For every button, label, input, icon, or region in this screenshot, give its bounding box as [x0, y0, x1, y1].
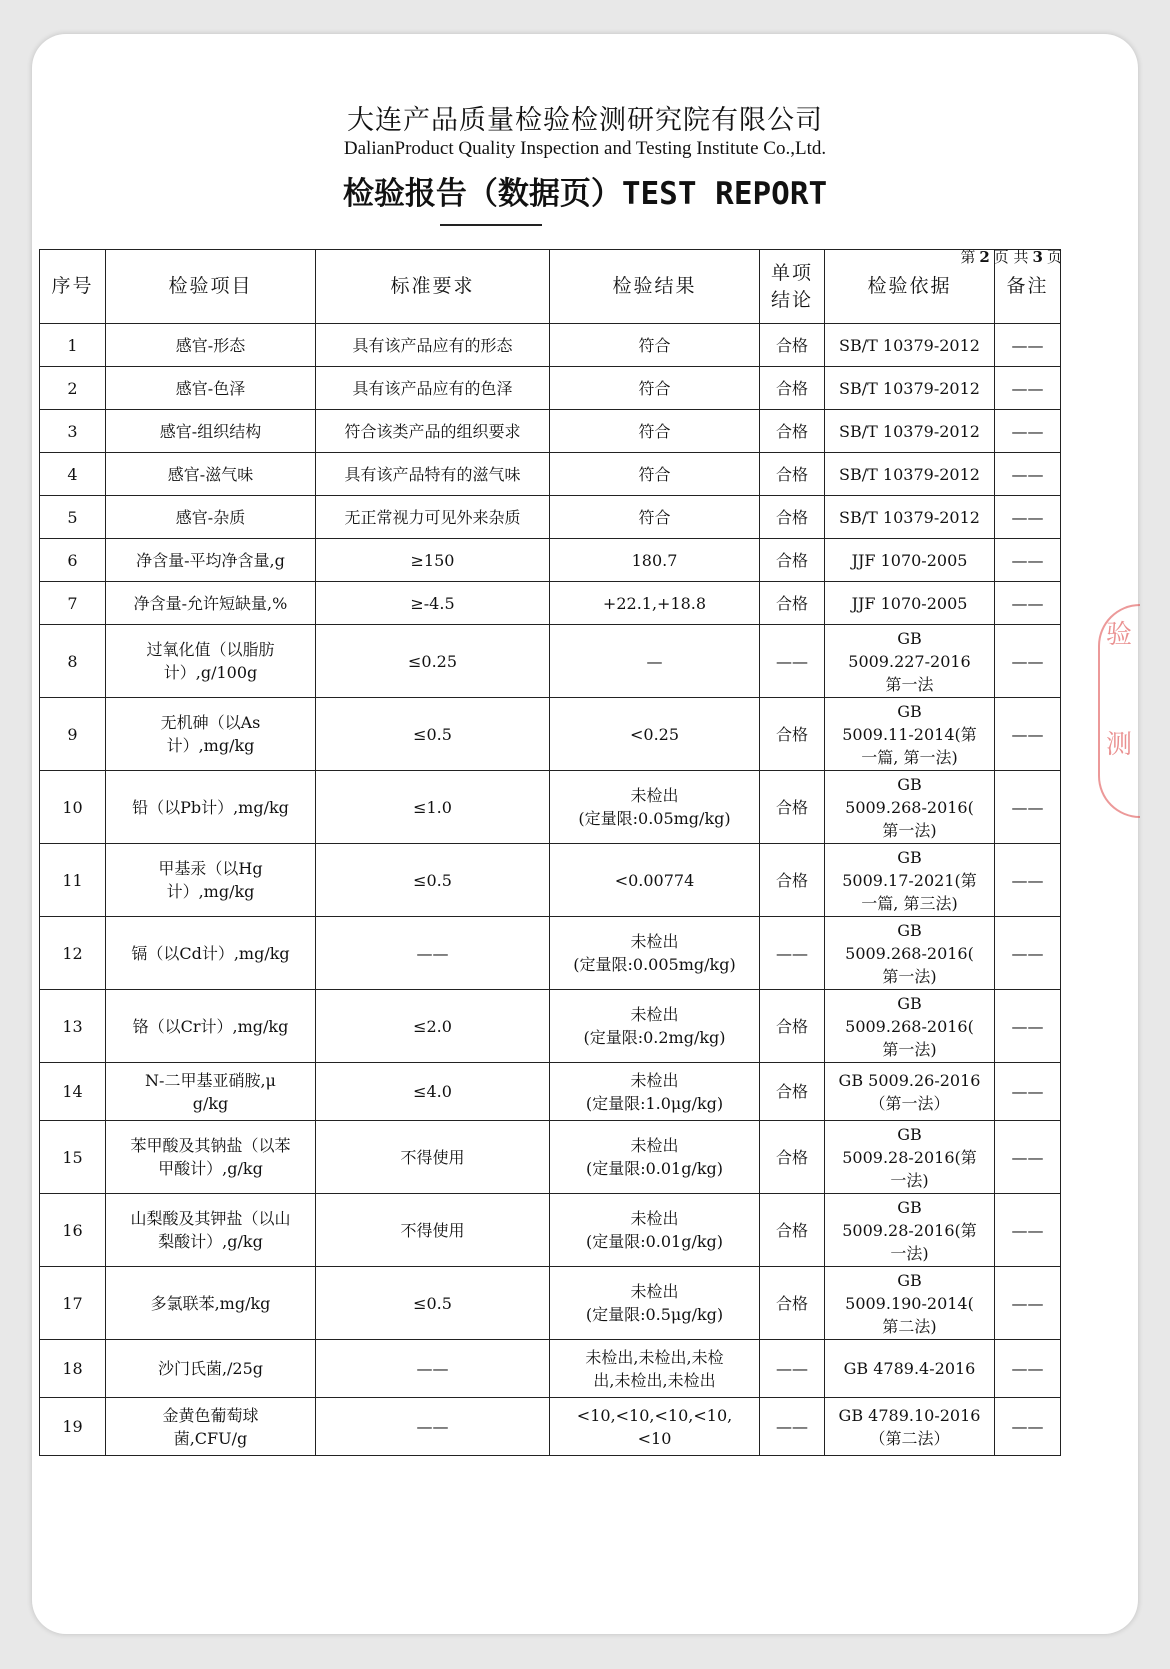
cell-basis-line: GB — [897, 774, 922, 794]
cell-no: 11 — [40, 844, 106, 917]
cell-item-line: 计）,mg/kg — [166, 736, 255, 755]
page-prefix: 第 — [960, 248, 976, 266]
cell-basis-line: GB — [897, 847, 922, 867]
cell-item-line: 计）,g/100g — [163, 663, 258, 682]
col-header-basis: 检验依据 — [825, 250, 995, 324]
cell-item-line: 净含量-平均净含量,g — [136, 550, 285, 570]
cell-item-line: N-二甲基亚硝胺,μ — [145, 1070, 276, 1090]
table-row — [40, 410, 1061, 453]
page-mid: 页 共 — [993, 248, 1029, 266]
cell-verdict: 合格 — [760, 367, 825, 410]
cell-verdict: —— — [760, 1398, 825, 1456]
cell-remark: —— — [995, 324, 1061, 367]
cell-basis — [825, 453, 995, 496]
cell-basis — [825, 844, 995, 917]
cell-no: 17 — [40, 1267, 106, 1340]
col-header-no: 序号 — [40, 250, 106, 324]
cell-remark: —— — [995, 1340, 1061, 1398]
cell-result-line: 未检出 — [630, 1070, 679, 1090]
cell-standard: —— — [316, 1340, 550, 1398]
cell-result-line: (定量限:0.01g/kg) — [585, 1232, 724, 1251]
cell-item-line: 金黄色葡萄球 — [162, 1405, 259, 1425]
cell-result — [550, 1121, 760, 1194]
cell-verdict: 合格 — [760, 990, 825, 1063]
cell-result-line: <10,<10,<10,<10, — [576, 1405, 733, 1425]
cell-no: 19 — [40, 1398, 106, 1456]
cell-result — [550, 1398, 760, 1456]
cell-item — [106, 917, 316, 990]
cell-result — [550, 496, 760, 539]
cell-basis — [825, 698, 995, 771]
cell-item-line: 铬（以Cr计）,mg/kg — [132, 1016, 289, 1036]
cell-verdict: —— — [760, 917, 825, 990]
cell-basis-line: SB/T 10379-2012 — [839, 335, 980, 355]
page-current: 2 — [979, 248, 990, 266]
table-row — [40, 1340, 1061, 1398]
cell-item — [106, 771, 316, 844]
cell-item — [106, 1267, 316, 1340]
seal-stamp-char-1: 验 — [1106, 620, 1133, 650]
cell-item — [106, 496, 316, 539]
cell-basis-line: 第二法) — [882, 1316, 937, 1336]
cell-basis-line: （第二法） — [869, 1428, 950, 1448]
cell-result-line: <0.00774 — [614, 870, 695, 890]
cell-no: 5 — [40, 496, 106, 539]
cell-remark: —— — [995, 1194, 1061, 1267]
table-row — [40, 844, 1061, 917]
cell-result-line: 未检出 — [630, 1136, 679, 1155]
cell-basis-line: 一法) — [890, 1170, 929, 1190]
col-header-standard: 标准要求 — [316, 250, 550, 324]
cell-remark: —— — [995, 625, 1061, 698]
cell-standard: ≤0.5 — [316, 844, 550, 917]
cell-result — [550, 844, 760, 917]
cell-basis-line: 一篇, 第一法) — [861, 747, 958, 767]
cell-basis-line: GB — [897, 1270, 922, 1290]
cell-item-line: 铅（以Pb计）,mg/kg — [132, 797, 289, 817]
cell-remark: —— — [995, 844, 1061, 917]
cell-basis-line: GB — [897, 993, 922, 1013]
cell-basis-line: SB/T 10379-2012 — [839, 421, 980, 441]
cell-standard: —— — [316, 917, 550, 990]
cell-result-line: 符合 — [638, 421, 671, 441]
table-row — [40, 771, 1061, 844]
cell-verdict: 合格 — [760, 771, 825, 844]
cell-basis — [825, 1121, 995, 1194]
table-row — [40, 324, 1061, 367]
cell-basis-line: SB/T 10379-2012 — [839, 378, 980, 398]
cell-standard: ≤4.0 — [316, 1063, 550, 1121]
cell-item — [106, 453, 316, 496]
table-row — [40, 367, 1061, 410]
col-header-item: 检验项目 — [106, 250, 316, 324]
cell-basis-line: GB — [897, 1197, 922, 1217]
cell-basis-line: 5009.17-2021(第 — [842, 870, 977, 890]
cell-item-line: 菌,CFU/g — [173, 1428, 248, 1448]
cell-result — [550, 990, 760, 1063]
cell-basis-line: GB 4789.4-2016 — [843, 1359, 976, 1378]
cell-item-line: 无机砷（以As — [160, 713, 261, 732]
cell-remark: —— — [995, 771, 1061, 844]
cell-result — [550, 1063, 760, 1121]
cell-verdict: 合格 — [760, 1267, 825, 1340]
cell-standard: 具有该产品应有的形态 — [316, 324, 550, 367]
cell-item — [106, 698, 316, 771]
cell-verdict: —— — [760, 625, 825, 698]
cell-basis — [825, 917, 995, 990]
table-row — [40, 582, 1061, 625]
cell-result-line: (定量限:0.2mg/kg) — [583, 1028, 726, 1047]
cell-item — [106, 1121, 316, 1194]
cell-basis — [825, 1340, 995, 1398]
cell-standard: 不得使用 — [316, 1194, 550, 1267]
cell-result-line: (定量限:1.0μg/kg) — [585, 1093, 724, 1113]
cell-no: 16 — [40, 1194, 106, 1267]
cell-result — [550, 698, 760, 771]
cell-result — [550, 625, 760, 698]
cell-no: 18 — [40, 1340, 106, 1398]
cell-remark: —— — [995, 1398, 1061, 1456]
cell-basis-line: 5009.268-2016( — [845, 1016, 974, 1036]
cell-result — [550, 453, 760, 496]
cell-remark: —— — [995, 990, 1061, 1063]
cell-result-line: <10 — [637, 1428, 672, 1448]
cell-item-line: 计）,mg/kg — [166, 882, 255, 901]
cell-item — [106, 844, 316, 917]
cell-item — [106, 410, 316, 453]
cell-basis-line: GB — [897, 628, 922, 648]
cell-item-line: 甲基汞（以Hg — [158, 859, 263, 878]
cell-result — [550, 917, 760, 990]
cell-result-line: (定量限:0.05mg/kg) — [578, 809, 731, 828]
table-header-row — [40, 250, 1061, 324]
cell-basis — [825, 1194, 995, 1267]
cell-standard: 符合该类产品的组织要求 — [316, 410, 550, 453]
cell-remark: —— — [995, 917, 1061, 990]
cell-basis — [825, 367, 995, 410]
cell-item-line: g/kg — [192, 1093, 229, 1113]
cell-basis-line: SB/T 10379-2012 — [839, 464, 980, 484]
cell-item-line: 感官-色泽 — [175, 378, 246, 398]
cell-remark: —— — [995, 453, 1061, 496]
cell-item-line: 镉（以Cd计）,mg/kg — [131, 943, 290, 963]
cell-verdict: 合格 — [760, 1063, 825, 1121]
cell-basis-line: JJF 1070-2005 — [851, 593, 968, 613]
cell-basis-line: 5009.28-2016(第 — [842, 1147, 977, 1167]
cell-remark: —— — [995, 582, 1061, 625]
cell-result-line: 未检出 — [630, 1005, 679, 1024]
cell-no: 10 — [40, 771, 106, 844]
cell-basis-line: 5009.268-2016( — [845, 797, 974, 817]
cell-no: 9 — [40, 698, 106, 771]
cell-item — [106, 625, 316, 698]
cell-item-line: 多氯联苯,mg/kg — [150, 1293, 271, 1313]
page-total: 3 — [1032, 248, 1043, 266]
cell-result — [550, 367, 760, 410]
cell-item — [106, 582, 316, 625]
cell-result-line: (定量限:0.5μg/kg) — [585, 1305, 724, 1324]
cell-standard: —— — [316, 1398, 550, 1456]
cell-remark: —— — [995, 410, 1061, 453]
table-row — [40, 539, 1061, 582]
cell-item — [106, 367, 316, 410]
cell-no: 6 — [40, 539, 106, 582]
cell-item-line: 沙门氏菌,/25g — [157, 1359, 264, 1378]
title-underline — [440, 224, 542, 226]
cell-basis — [825, 1398, 995, 1456]
cell-result-line: 未检出 — [630, 786, 679, 805]
cell-remark: —— — [995, 539, 1061, 582]
cell-result — [550, 410, 760, 453]
cell-remark: —— — [995, 1267, 1061, 1340]
cell-basis-line: JJF 1070-2005 — [851, 550, 968, 570]
cell-result-line: 未检出 — [630, 932, 679, 951]
table-row — [40, 1194, 1061, 1267]
cell-basis-line: GB — [897, 1124, 922, 1144]
cell-basis-line: 一篇, 第三法) — [861, 893, 958, 913]
cell-basis-line: GB — [897, 920, 922, 940]
cell-item — [106, 1340, 316, 1398]
cell-item — [106, 1398, 316, 1456]
cell-result-line: 符合 — [638, 507, 671, 527]
cell-verdict: 合格 — [760, 1194, 825, 1267]
table-row — [40, 990, 1061, 1063]
cell-no: 13 — [40, 990, 106, 1063]
cell-basis — [825, 496, 995, 539]
cell-item — [106, 324, 316, 367]
cell-no: 3 — [40, 410, 106, 453]
cell-item-line: 感官-组织结构 — [159, 421, 262, 441]
cell-item-line: 过氧化值（以脂肪 — [146, 640, 275, 659]
test-report-table — [39, 249, 1061, 1456]
cell-result-line: 未检出,未检出,未检 — [585, 1347, 724, 1367]
cell-result-line: (定量限:0.005mg/kg) — [573, 955, 736, 974]
cell-verdict: 合格 — [760, 453, 825, 496]
cell-basis-line: GB 5009.26-2016 — [838, 1070, 981, 1090]
page-suffix: 页 — [1046, 248, 1062, 266]
cell-result — [550, 539, 760, 582]
cell-standard: 具有该产品特有的滋气味 — [316, 453, 550, 496]
cell-remark: —— — [995, 496, 1061, 539]
cell-basis-line: SB/T 10379-2012 — [839, 507, 980, 527]
cell-basis-line: 5009.11-2014(第 — [842, 724, 977, 744]
cell-basis-line: 5009.268-2016( — [845, 943, 974, 963]
cell-no: 15 — [40, 1121, 106, 1194]
cell-item-line: 感官-形态 — [175, 335, 246, 355]
cell-verdict: 合格 — [760, 698, 825, 771]
cell-item — [106, 1194, 316, 1267]
cell-basis — [825, 582, 995, 625]
company-name-cn: 大连产品质量检验检测研究院有限公司 — [347, 105, 823, 136]
cell-item-line: 净含量-允许短缺量,% — [133, 593, 288, 613]
cell-result — [550, 1340, 760, 1398]
cell-item-line: 梨酸计）,g/kg — [158, 1232, 263, 1251]
cell-remark: —— — [995, 698, 1061, 771]
cell-basis-line: （第一法） — [869, 1093, 950, 1113]
cell-no: 14 — [40, 1063, 106, 1121]
cell-basis — [825, 990, 995, 1063]
cell-no: 1 — [40, 324, 106, 367]
cell-result — [550, 324, 760, 367]
cell-verdict: 合格 — [760, 1121, 825, 1194]
cell-item-line: 感官-杂质 — [175, 507, 246, 527]
report-title-cn: 检验报告（数据页） — [342, 176, 622, 212]
cell-standard: ≤1.0 — [316, 771, 550, 844]
cell-standard: ≤2.0 — [316, 990, 550, 1063]
cell-basis-line: GB — [897, 701, 922, 721]
cell-standard: 无正常视力可见外来杂质 — [316, 496, 550, 539]
cell-basis — [825, 771, 995, 844]
cell-standard: ≥-4.5 — [316, 582, 550, 625]
cell-result-line: 符合 — [638, 378, 671, 398]
cell-item-line: 山梨酸及其钾盐（以山 — [130, 1209, 291, 1228]
cell-basis-line: 一法) — [890, 1243, 929, 1263]
table-body — [40, 324, 1061, 1456]
cell-item-line: 苯甲酸及其钠盐（以苯 — [130, 1136, 291, 1155]
cell-result-line: 180.7 — [631, 550, 678, 570]
cell-no: 8 — [40, 625, 106, 698]
cell-verdict: 合格 — [760, 496, 825, 539]
col-header-result: 检验结果 — [550, 250, 760, 324]
cell-result-line: 符合 — [638, 335, 671, 355]
cell-basis — [825, 539, 995, 582]
cell-basis-line: GB 4789.10-2016 — [838, 1405, 981, 1425]
col-header-verdict-line-1: 单项 — [770, 261, 813, 284]
col-header-verdict — [760, 250, 825, 324]
cell-verdict: 合格 — [760, 324, 825, 367]
cell-item — [106, 539, 316, 582]
cell-basis — [825, 324, 995, 367]
report-title-en: TEST REPORT — [621, 176, 828, 212]
cell-verdict: 合格 — [760, 844, 825, 917]
table-row — [40, 453, 1061, 496]
cell-result-line: (定量限:0.01g/kg) — [585, 1159, 724, 1178]
table-row — [40, 1398, 1061, 1456]
cell-basis — [825, 1063, 995, 1121]
cell-verdict: 合格 — [760, 539, 825, 582]
cell-basis-line: 第一法 — [885, 674, 934, 694]
table-row — [40, 1063, 1061, 1121]
cell-remark: —— — [995, 1063, 1061, 1121]
cell-basis-line: 第一法) — [882, 1039, 937, 1059]
report-sheet — [32, 34, 1138, 1634]
cell-basis-line: 5009.28-2016(第 — [842, 1220, 977, 1240]
cell-result-line: +22.1,+18.8 — [602, 593, 707, 613]
company-name-en: DalianProduct Quality Inspection and Testing Institute Co.,Ltd. — [343, 138, 827, 159]
cell-basis-line: 第一法) — [882, 820, 937, 840]
cell-result — [550, 771, 760, 844]
cell-result — [550, 582, 760, 625]
cell-standard: 具有该产品应有的色泽 — [316, 367, 550, 410]
cell-basis — [825, 1267, 995, 1340]
cell-result — [550, 1194, 760, 1267]
table-row — [40, 625, 1061, 698]
table-row — [40, 917, 1061, 990]
col-header-verdict-line-2: 结论 — [770, 288, 813, 311]
cell-verdict: —— — [760, 1340, 825, 1398]
cell-basis — [825, 410, 995, 453]
cell-verdict: 合格 — [760, 410, 825, 453]
cell-basis-line: 5009.190-2014( — [845, 1293, 974, 1313]
table-row — [40, 1121, 1061, 1194]
cell-result-line: — — [646, 651, 663, 671]
cell-result-line: 未检出 — [630, 1282, 679, 1301]
report-title — [32, 168, 1138, 213]
cell-result — [550, 1267, 760, 1340]
cell-no: 2 — [40, 367, 106, 410]
table-row — [40, 1267, 1061, 1340]
table-row — [40, 698, 1061, 771]
cell-basis — [825, 625, 995, 698]
cell-result-line: 符合 — [638, 464, 671, 484]
cell-standard: 不得使用 — [316, 1121, 550, 1194]
cell-item — [106, 990, 316, 1063]
col-header-remark: 备注 — [995, 250, 1061, 324]
cell-standard: ≤0.25 — [316, 625, 550, 698]
cell-standard: ≤0.5 — [316, 698, 550, 771]
cell-verdict: 合格 — [760, 582, 825, 625]
cell-item — [106, 1063, 316, 1121]
cell-result-line: 未检出 — [630, 1209, 679, 1228]
cell-result-line: <0.25 — [629, 724, 680, 744]
cell-no: 7 — [40, 582, 106, 625]
cell-item-line: 甲酸计）,g/kg — [158, 1159, 263, 1178]
cell-remark: —— — [995, 367, 1061, 410]
cell-basis-line: 第一法) — [882, 966, 937, 986]
cell-no: 4 — [40, 453, 106, 496]
table-row — [40, 496, 1061, 539]
cell-standard: ≤0.5 — [316, 1267, 550, 1340]
seal-stamp-char-2: 测 — [1106, 730, 1133, 760]
cell-result-line: 出,未检出,未检出 — [593, 1370, 716, 1390]
cell-standard: ≥150 — [316, 539, 550, 582]
cell-no: 12 — [40, 917, 106, 990]
cell-basis-line: 5009.227-2016 — [848, 651, 971, 671]
cell-remark: —— — [995, 1121, 1061, 1194]
cell-item-line: 感官-滋气味 — [167, 464, 254, 484]
